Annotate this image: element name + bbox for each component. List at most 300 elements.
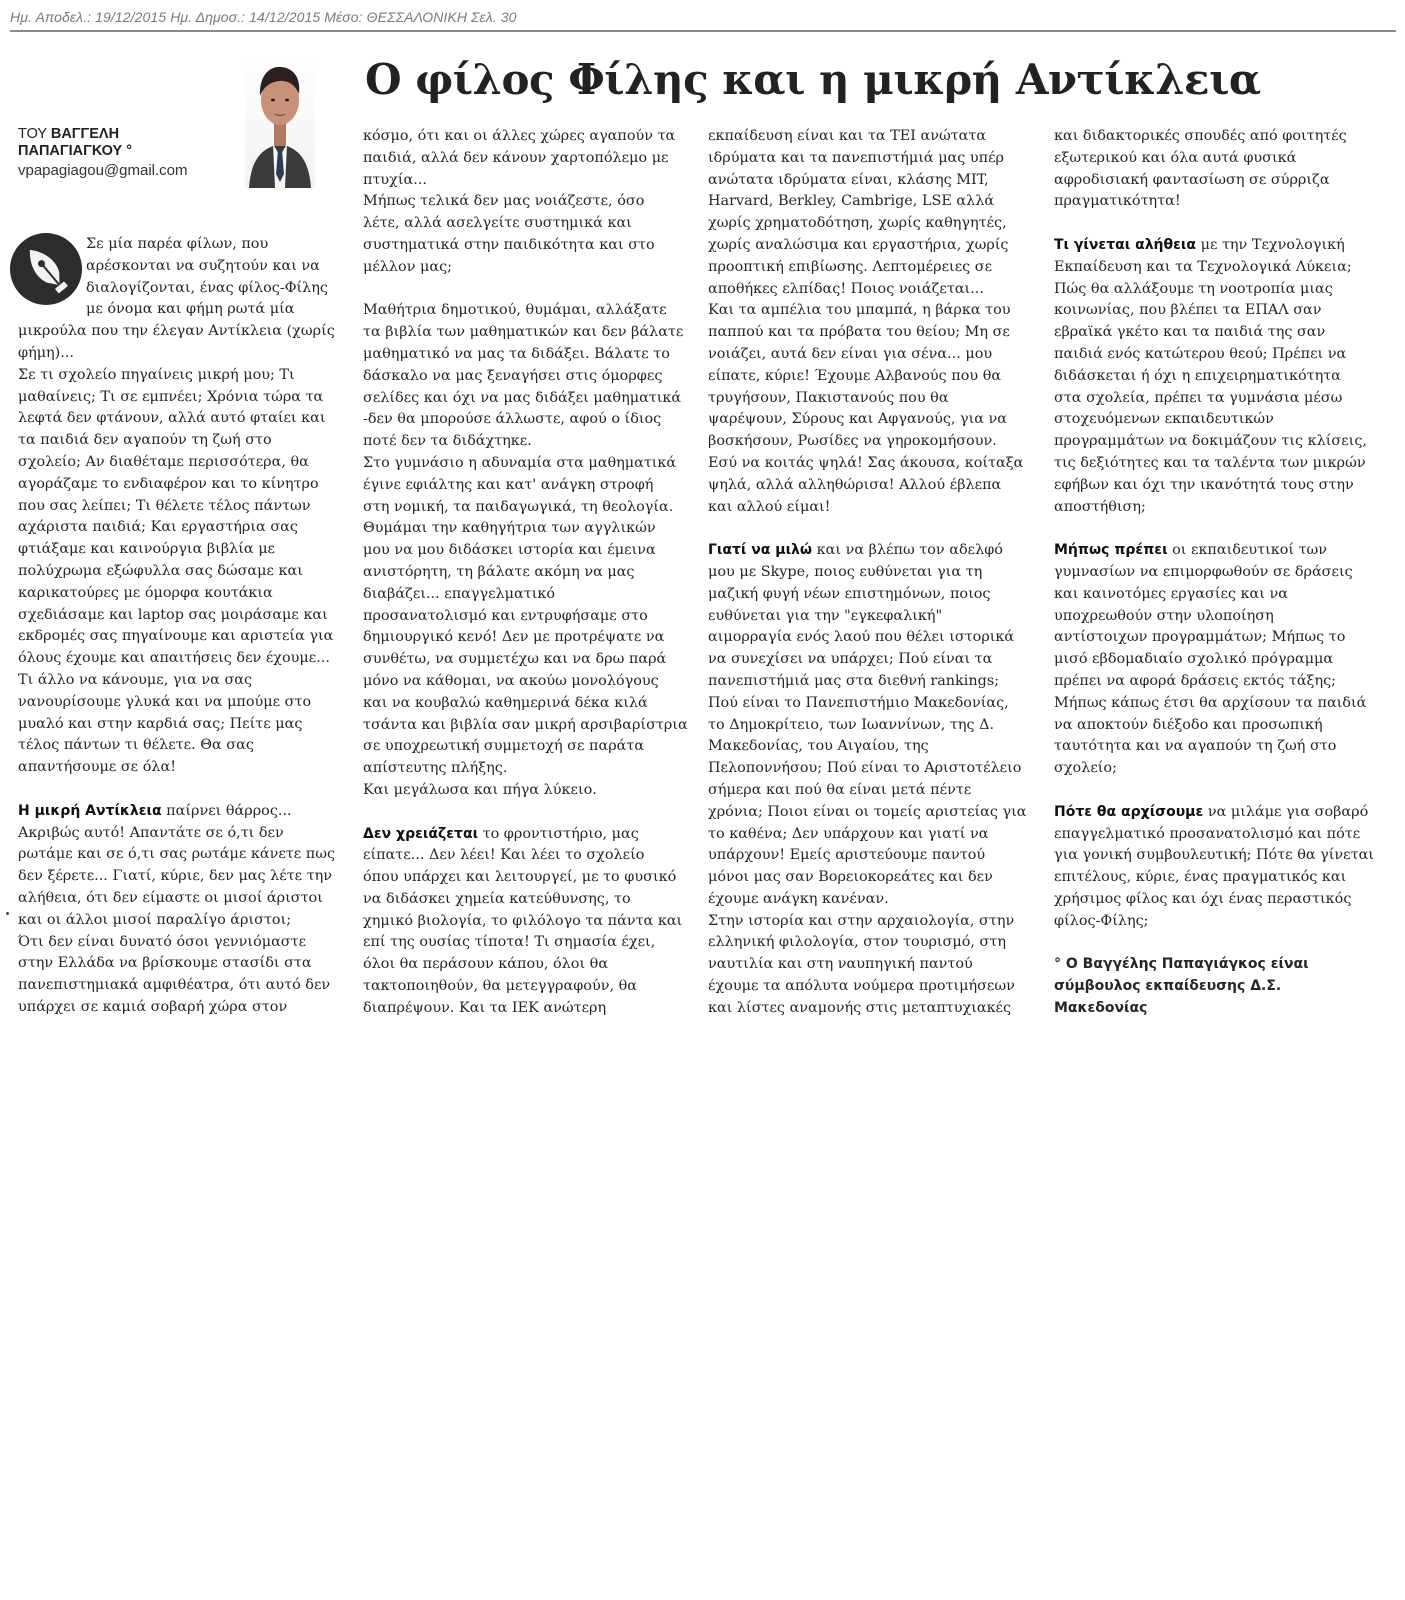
article-line — [18, 670, 338, 692]
article-line — [18, 408, 338, 430]
line-text: αφροδισιακή φαντασίωση σε σύρριζα — [1054, 171, 1330, 188]
line-text: Και μεγάλωσα και πήγα λύκειο. — [363, 781, 597, 798]
line-text: πανεπιστημιακά αμφιθέατρα, ότι αυτό δεν — [18, 977, 331, 994]
article-line — [363, 344, 685, 366]
article-line — [1054, 715, 1384, 737]
line-text: που σας λείπει; Τι θέλετε τέλος πάντων — [18, 497, 311, 514]
line-text: μισό εβδομαδιαίο σχολικό πρόγραμμα — [1054, 651, 1334, 668]
line-text: λέτε, αλλά ασελγείτε συστημικά και — [363, 215, 632, 232]
line-text: ανώτατα ιδρύματα είναι, κλάσης MIT, — [708, 171, 989, 188]
paragraph-gap — [363, 279, 685, 301]
article-line — [18, 517, 338, 539]
line-text: αγοράζαμε το ενδιαφέρον και το κίνητρο — [18, 475, 319, 492]
article-line — [18, 692, 338, 714]
article-line — [18, 953, 338, 975]
article-line — [1054, 606, 1384, 628]
article-line — [1054, 191, 1384, 213]
article-line — [18, 888, 338, 910]
line-text: ελληνική φιλολογία, στον τουρισμό, στη — [708, 934, 1006, 951]
article-line — [1054, 649, 1384, 671]
line-text: εβραϊκά γκέτο και τα παιδιά της σαν — [1054, 324, 1326, 341]
line-text: δάσκαλο να μας ξεναγήσει στις όμορφες — [363, 367, 663, 384]
article-line — [363, 540, 685, 562]
article-line — [708, 889, 1030, 911]
line-text: πανεπιστήμιά μας στα διεθνή rankings; — [708, 672, 1000, 689]
article-line — [708, 562, 1030, 584]
paragraph-lead: Δεν χρειάζεται — [363, 825, 479, 842]
line-text: και να κουβαλώ καθημερινά δέκα κιλά — [363, 694, 648, 711]
line-text: Πώς θα αλλάξουμε τη νοοτροπία μιας — [1054, 280, 1333, 297]
line-text: επιτέλους, κύριε, ένας πραγματικός και — [1054, 869, 1347, 886]
line-text: όλοι θα περάσουν κάπου, όλοι θα — [363, 956, 609, 973]
byline — [18, 126, 132, 160]
article-line — [18, 452, 338, 474]
article-line — [18, 234, 338, 256]
line-text: εξωτερικού και όλα αυτά φυσικά — [1054, 149, 1297, 166]
line-text: Θυμάμαι την καθηγήτρια των αγγλικών — [363, 520, 656, 537]
article-line — [363, 649, 685, 671]
article-line — [18, 823, 338, 845]
line-text: οι εκπαιδευτικοί των — [1167, 542, 1328, 559]
article-line — [18, 757, 338, 779]
line-text: συστηματικά στην παιδικότητα και στο — [363, 236, 655, 253]
article-line — [708, 213, 1030, 235]
article-line — [1054, 562, 1384, 584]
line-text: τρυγήσουν, Πακιστανούς που θα — [708, 389, 949, 406]
paragraph-gap — [1054, 213, 1384, 235]
line-text: αιμορραγία ενός λαού που θέλει ιστορικά — [708, 629, 1015, 646]
line-text: καρικατούρες με όμορφα κουτάκια — [18, 584, 273, 601]
article-line — [1054, 453, 1384, 475]
paragraph-gap — [18, 779, 338, 801]
article-line — [708, 802, 1030, 824]
article-line — [18, 735, 338, 757]
clipping-meta: Ημ. Αποδελ.: 19/12/2015 Ημ. Δημοσ.: 14/12/2015 Μέσο: ΘΕΣΣΑΛΟΝΙΚΗ Σελ. 30 — [10, 9, 517, 25]
article-line — [708, 824, 1030, 846]
article-line — [363, 148, 685, 170]
article-line — [1054, 366, 1384, 388]
line-text: να συνεχίσει να υπάρχει; Πού είναι τα — [708, 651, 993, 668]
article-column-4 — [1054, 126, 1384, 1020]
article-line — [1054, 148, 1384, 170]
line-text: αχάριστα παιδιά; Και εργαστήρια σας — [18, 519, 298, 536]
line-text: Τι άλλο να κάνουμε, για να σας — [18, 671, 253, 688]
line-text: υπάρχουν! Εμείς αριστεύουμε παντού — [708, 847, 986, 864]
article-line — [1054, 736, 1384, 758]
line-text: -δεν θα μπορούσε άλλωστε, αφού ο ίδιος — [363, 411, 662, 428]
line-text: και λίστες αναμονής στις μεταπτυχιακές — [708, 999, 1012, 1016]
line-text: αρέσκονται να συζητούν και να — [86, 257, 320, 274]
line-text: Σε τι σχολείο πηγαίνεις μικρή μου; Τι — [18, 366, 295, 383]
article-line — [1054, 344, 1384, 366]
line-text: Και τα αμπέλια του μπαμπά, η βάρκα του — [708, 302, 1011, 319]
line-text: Ότι δεν είναι δυνατό όσοι γεννιόμαστε — [18, 933, 307, 950]
article-line — [18, 561, 338, 583]
line-text: τις δεξιότητες και τα ταλέντα των μικρών — [1054, 454, 1366, 471]
article-line — [708, 584, 1030, 606]
line-text: στα σχολεία, πρέπει τα γυμνάσια μέσω — [1054, 389, 1343, 406]
line-text: χημικό βιολογία, το φιλόλογο τα πάντα και — [363, 912, 683, 929]
article-line — [18, 343, 338, 365]
line-text: πολύχρωμα εξώφυλλα σας δώσαμε και — [18, 562, 303, 579]
line-text: υπάρχει σε καμιά σοβαρή χώρα στον — [18, 998, 288, 1015]
article-line — [708, 780, 1030, 802]
article-line — [363, 758, 685, 780]
article-line — [1054, 279, 1384, 301]
article-line — [363, 191, 685, 213]
article-line — [1054, 758, 1384, 780]
line-text: συνθέτω, να συμμετέχω και να δρω παρά — [363, 651, 667, 668]
line-text: προγραμμάτων να δοκιμάζουν τις κλίσεις, — [1054, 433, 1367, 450]
line-text: γυμνασίων να επιμορφωθούν σε δράσεις — [1054, 563, 1353, 580]
article-line — [1054, 300, 1384, 322]
line-text: Εκπαίδευση και τα Τεχνολογικά Λύκεια; — [1054, 258, 1352, 275]
article-line — [1054, 257, 1384, 279]
article-line — [363, 562, 685, 584]
line-text: επί της ουσίας τίποτα! Τι σημασία έχει, — [363, 934, 656, 951]
author-note-line: ° Ο Βαγγέλης Παπαγιάγκος είναι — [1054, 956, 1309, 973]
article-line — [18, 321, 338, 343]
article-headline: Ο φίλος Φίλης και η μικρή Αντίκλεια — [365, 55, 1261, 104]
line-text: να αποκτούν διέξοδο και προσωπική — [1054, 716, 1323, 733]
line-text: τα παιδιά δεν αγαπούν τη ζωή στο — [18, 432, 272, 449]
article-line — [363, 954, 685, 976]
line-text: μικρούλα που την έλεγαν Αντίκλεια (χωρίς — [18, 323, 335, 340]
article-line — [708, 932, 1030, 954]
line-text: προσανατολισμό και εντρυφήσαμε στο — [363, 607, 648, 624]
article-line — [18, 714, 338, 736]
article-line — [708, 257, 1030, 279]
line-text: ταυτότητα και να αγαπούν τη ζωή στο — [1054, 738, 1337, 755]
line-text: διαπρέψουν. Και τα ΙΕΚ ανώτερη — [363, 999, 607, 1016]
line-text: Σε μία παρέα φίλων, που — [86, 236, 269, 252]
line-text: μυαλό και στην καρδιά σας; Πείτε μας — [18, 715, 303, 732]
paragraph-gap — [1054, 780, 1384, 802]
line-text: μου να μου διδάσκει ιστορία και έμεινα — [363, 542, 656, 559]
line-text: εφήβων και όχι την ικανότητά τους στην — [1054, 476, 1354, 493]
line-text: κοινωνίας, που βλέπει τα ΕΠΑΛ σαν — [1054, 302, 1322, 319]
line-text: σχεδιάσαμε και laptop σας μοιράσαμε και — [18, 606, 328, 623]
article-line — [363, 497, 685, 519]
article-line — [18, 626, 338, 648]
article-line — [363, 235, 685, 257]
paragraph-lead: Η μικρή Αντίκλεια — [18, 802, 162, 819]
article-line — [708, 344, 1030, 366]
article-line — [363, 388, 685, 410]
line-text: φήμη)... — [18, 344, 75, 361]
line-text: με την Τεχνολογική — [1196, 236, 1345, 253]
line-text: χωρίς χρηματοδότηση, χωρίς καθηγητές, — [708, 215, 1007, 232]
line-text: σχολείο; — [1054, 760, 1117, 777]
paragraph-lead: Πότε θα αρχίσουμε — [1054, 803, 1204, 820]
line-text: Εσύ να κοιτάς ψηλά! Σας άκουσα, κοίταξα — [708, 454, 1024, 471]
article-line — [363, 736, 685, 758]
article-line — [708, 388, 1030, 410]
line-text: νανουρίσουμε γλυκά και να μπούμε στο — [18, 693, 312, 710]
article-line — [18, 605, 338, 627]
article-line — [363, 780, 685, 802]
article-line — [708, 126, 1030, 148]
article-line — [363, 366, 685, 388]
paragraph-lead: Μήπως πρέπει — [1054, 542, 1168, 559]
article-line — [363, 889, 685, 911]
article-line — [708, 911, 1030, 933]
article-line — [18, 365, 338, 387]
article-line — [708, 671, 1030, 693]
line-text: σε υποχρεωτική συμμετοχή σε παράτα — [363, 738, 645, 755]
paragraph-gap — [708, 518, 1030, 540]
article-line — [363, 300, 685, 322]
article-line — [1054, 431, 1384, 453]
line-text: αποστήθιση; — [1054, 498, 1146, 515]
line-text: επαγγελματικό προσανατολισμό και πότε — [1054, 825, 1361, 842]
line-text: Μακεδονίας, του Αιγαίου, της — [708, 738, 929, 755]
article-line — [1054, 497, 1384, 519]
margin-mark — [6, 912, 9, 915]
line-text: χωρίς αναλώσιμα και εργαστήρια, χωρίς — [708, 236, 1009, 253]
article-line — [1054, 693, 1384, 715]
author-note-line: σύμβουλος εκπαίδευσης Δ.Σ. — [1054, 978, 1282, 995]
article-line — [363, 584, 685, 606]
article-line — [708, 715, 1030, 737]
line-text: στην Ελλάδα να βρίσκουμε στασίδι στα — [18, 955, 312, 972]
line-text: έχουμε τα απόλυτα νούμερα προτιμήσεων — [708, 978, 1015, 995]
line-text: τακτοποιηθούν, θα μετεγγραφούν, θα — [363, 978, 637, 995]
paragraph-gap — [1054, 518, 1384, 540]
article-line — [1054, 322, 1384, 344]
line-text: Ακριβώς αυτό! Απαντάτε σε ό,τι δεν — [18, 824, 284, 841]
line-text: όπου υπάρχει και λειτουργεί, με το φυσικό — [363, 869, 677, 886]
line-text: δεν ξέρετε... Γιατί, κύριε, δεν μας λέτε την — [18, 868, 333, 885]
article-line — [18, 256, 338, 278]
author-email: vpapagiagou@gmail.com — [18, 162, 188, 179]
line-text: στη νομική, τα παιδαγωγικά, τη θεολογία. — [363, 498, 674, 515]
line-text: με όνομα και φήμη ρωτά μία — [86, 301, 295, 318]
line-text: είπατε... Δεν λέει! Και λέει το σχολείο — [363, 847, 645, 864]
line-text: απαντήσουμε σε όλα! — [18, 759, 176, 776]
byline-surname: ΠΑΠΑΓΙΑΓΚΟΥ ° — [18, 143, 132, 159]
article-line — [708, 845, 1030, 867]
line-text: και διδακτορικές σπουδές από φοιτητές — [1054, 128, 1347, 144]
article-line — [363, 911, 685, 933]
article-line — [708, 279, 1030, 301]
article-line — [18, 496, 338, 518]
article-line — [1054, 802, 1384, 824]
article-line — [708, 191, 1030, 213]
article-line — [1054, 540, 1384, 562]
line-text: αποθήκες ελπίδας! Ποιος νοιάζεται... — [708, 280, 984, 297]
article-line — [363, 409, 685, 431]
article-line — [363, 213, 685, 235]
line-text: τα βιβλία των μαθηματικών και δεν βάλατε — [363, 324, 684, 341]
line-text: ευθύνεται για την "εγκεφαλική" — [708, 607, 943, 624]
line-text: Στο γυμνάσιο η αδυναμία στα μαθηματικά — [363, 454, 677, 471]
author-photo — [245, 52, 315, 188]
article-line — [708, 148, 1030, 170]
line-text: κόσμο, ότι και οι άλλες χώρες αγαπούν τα — [363, 128, 676, 144]
line-text: διαβάζει... επαγγελματικό — [363, 585, 555, 602]
article-line — [18, 648, 338, 670]
article-line — [708, 409, 1030, 431]
line-text: διδάσκεται ή όχι η επιχειρηματικότητα — [1054, 367, 1341, 384]
line-text: και να βλέπω τον αδελφό — [812, 542, 1003, 559]
line-text: παιδιά ενός κατώτερου θεού; Πρέπει να — [1054, 345, 1347, 362]
line-text: Μήπως κάπως έτσι θα αρχίσουν τα παιδιά — [1054, 694, 1367, 711]
article-line — [708, 540, 1030, 562]
line-text: ναυτιλία και στη ναυπηγική παντού — [708, 956, 973, 973]
line-text: μόνοι μας σαν Βορειοκορεάτες και δεν — [708, 869, 993, 886]
line-text: χρήσιμος φίλος και όχι ένας περαστικός — [1054, 890, 1352, 907]
line-text: εκδρομές σας πηγαίνουμε και αριστεία για — [18, 628, 334, 645]
article-line — [708, 170, 1030, 192]
article-line — [18, 430, 338, 452]
article-line — [708, 366, 1030, 388]
article-line — [363, 126, 685, 148]
line-text: σχολείο; Αν διαθέταμε περισσότερα, θα — [18, 453, 309, 470]
article-line — [18, 866, 338, 888]
line-text: ιδρύματα και τα πανεπιστήμιά μας υπέρ — [708, 149, 1005, 166]
article-line — [363, 976, 685, 998]
article-line — [363, 693, 685, 715]
article-line — [363, 170, 685, 192]
line-text: χρόνια; Ποιοι είναι οι τομείς αριστείας για — [708, 803, 1027, 820]
article-line — [18, 474, 338, 496]
article-line — [363, 845, 685, 867]
line-text: πρέπει να αφορά δράσεις εκτός τάξης; — [1054, 672, 1336, 689]
article-line — [18, 278, 338, 300]
line-text: Μήπως τελικά δεν μας νοιάζεστε, όσο — [363, 193, 645, 210]
line-text: φίλος-Φίλης; — [1054, 912, 1149, 929]
line-text: έχουμε ανάγκη κανέναν. — [708, 890, 889, 907]
article-line — [18, 583, 338, 605]
author-note-line: Μακεδονίας — [1054, 999, 1148, 1016]
line-text: πτυχία... — [363, 171, 427, 188]
line-text: Πού είναι το Πανεπιστήμιο Μακεδονίας, — [708, 694, 1009, 711]
line-text: ψηλά, αλλά αλληθώρισα! Αλλού έβλεπα — [708, 476, 1002, 493]
header-rule — [10, 30, 1396, 32]
line-text: τέλος πάντων τι θέλετε. Θα σας — [18, 737, 254, 754]
line-text: για γονική συμβουλευτική; Πότε θα γίνεται — [1054, 847, 1374, 864]
line-text: προοπτική επιβίωσης. Λεπτομέρειες σε — [708, 258, 993, 275]
line-text: τσάντα και βιβλία σαν μικρή αρσιβαρίστρια — [363, 716, 688, 733]
line-text: μέλλον μας; — [363, 258, 453, 275]
line-text: να διδάσκει χημεία κατεύθυνσης, το — [363, 890, 631, 907]
article-line — [708, 627, 1030, 649]
article-line — [1054, 671, 1384, 693]
line-text: εκπαίδευση είναι και τα ΤΕΙ ανώτατα — [708, 128, 987, 144]
article-line — [18, 975, 338, 997]
article-line — [363, 715, 688, 737]
line-text: και αλλού είμαι! — [708, 498, 831, 515]
article-line — [708, 998, 1030, 1020]
line-text: μόνο να κάθομαι, να ακούω μονολόγους — [363, 672, 659, 689]
article-line — [18, 299, 338, 321]
line-text: Στην ιστορία και στην αρχαιολογία, στην — [708, 912, 1015, 929]
line-text: το καθένα; Δεν υπάρχουν και γιατί να — [708, 825, 989, 842]
paragraph-gap — [1054, 932, 1384, 954]
line-text: Harvard, Berkley, Cambrige, LSE αλλά — [708, 193, 995, 210]
article-line — [1054, 409, 1384, 431]
paragraph-lead: Τι γίνεται αλήθεια — [1054, 236, 1197, 253]
line-text: υποχρεωθούν στην υλοποίηση — [1054, 607, 1274, 624]
byline-prefix: ΤΟΥ — [18, 126, 51, 142]
line-text: βοσκήσουν, Ρωσίδες να γηροκομήσουν. — [708, 433, 997, 450]
line-text: και καινοτόμες εργασίες και να — [1054, 585, 1288, 602]
article-line — [1054, 126, 1384, 148]
line-text: το φροντιστήριο, μας — [478, 825, 639, 842]
article-line — [708, 736, 1030, 758]
article-line — [18, 997, 338, 1019]
line-text: ανιστόρητη, τη βάλατε ακόμη να μας — [363, 563, 635, 580]
article-line — [18, 539, 338, 561]
article-line — [1054, 584, 1384, 606]
article-column-3 — [708, 126, 1030, 1020]
article-line — [1054, 845, 1384, 867]
article-line — [1054, 235, 1384, 257]
article-line — [363, 627, 685, 649]
article-line — [708, 606, 1030, 628]
line-text: σελίδες και όχι να μας διδάξει μαθηματικά — [363, 389, 682, 406]
line-text: Μαθήτρια δημοτικού, θυμάμαι, αλλάξατε — [363, 302, 667, 319]
article-line — [363, 606, 685, 628]
article-line — [708, 976, 1030, 998]
line-text: μαζική φυγή νέων επιστημόνων, ποιος — [708, 585, 991, 602]
article-line — [18, 801, 338, 823]
line-text: όλους έχουμε και απαιτήσεις δεν έχουμε... — [18, 650, 330, 667]
article-line — [708, 322, 1030, 344]
line-text: μου με Skype, ποιος ευθύνεται για τη — [708, 563, 983, 580]
article-column-1 — [18, 234, 338, 1019]
article-line — [363, 671, 685, 693]
article-line — [363, 431, 685, 453]
line-text: και οι άλλοι μισοί παραλίγο άριστοι; — [18, 911, 292, 928]
line-text: σήμερα και πού θα είναι μετά πέντε — [708, 781, 972, 798]
line-text: δημιουργικό κενό! Δεν με προτρέψατε να — [363, 629, 665, 646]
line-text: αλήθεια, ότι δεν είμαστε οι μισοί άριστοι — [18, 889, 323, 906]
article-line — [708, 867, 1030, 889]
article-line — [1054, 824, 1384, 846]
article-line — [708, 758, 1030, 780]
line-text: παιδιά, αλλά δεν κάνουν χαρτοπόλεμο με — [363, 149, 669, 166]
article-line — [363, 475, 685, 497]
article-line — [363, 867, 685, 889]
line-text: στοχευόμενων εκπαιδευτικών — [1054, 411, 1274, 428]
line-text: είπατε, κύριε! Έχουμε Αλβανούς που θα — [708, 367, 1002, 384]
article-line — [363, 932, 685, 954]
line-text: να μιλάμε για σοβαρό — [1203, 803, 1369, 820]
article-line — [363, 824, 685, 846]
article-line — [363, 257, 685, 279]
paragraph-lead: Γιατί να μιλώ — [708, 542, 813, 559]
article-line — [1054, 170, 1384, 192]
line-text: λεφτά δεν φτάνουν, αλλά αυτό φταίει και — [18, 410, 326, 427]
line-text: ποτέ δεν τα διδάχτηκε. — [363, 433, 532, 450]
line-text: νοιάζει, αυτά δεν είναι για σένα... μου — [708, 345, 993, 362]
line-text: αντίστοιχων προγραμμάτων; Μήπως το — [1054, 629, 1346, 646]
line-text: ψαρέψουν, Σύρους και Αφγανούς, για να — [708, 411, 1008, 428]
article-line — [708, 954, 1030, 976]
article-line — [363, 453, 685, 475]
article-line — [1054, 475, 1384, 497]
line-text: Πελοποννήσου; Πού είναι το Αριστοτέλειο — [708, 760, 1022, 777]
article-line — [18, 844, 338, 866]
article-line — [708, 431, 1030, 453]
paragraph-gap — [363, 802, 685, 824]
article-column-2 — [363, 126, 688, 1020]
line-text: έγινε εφιάλτης και κατ' ανάγκη στροφή — [363, 476, 654, 493]
line-text: το Δημοκρίτειο, των Ιωαννίνων, της Δ. — [708, 716, 995, 733]
article-line — [1054, 388, 1384, 410]
